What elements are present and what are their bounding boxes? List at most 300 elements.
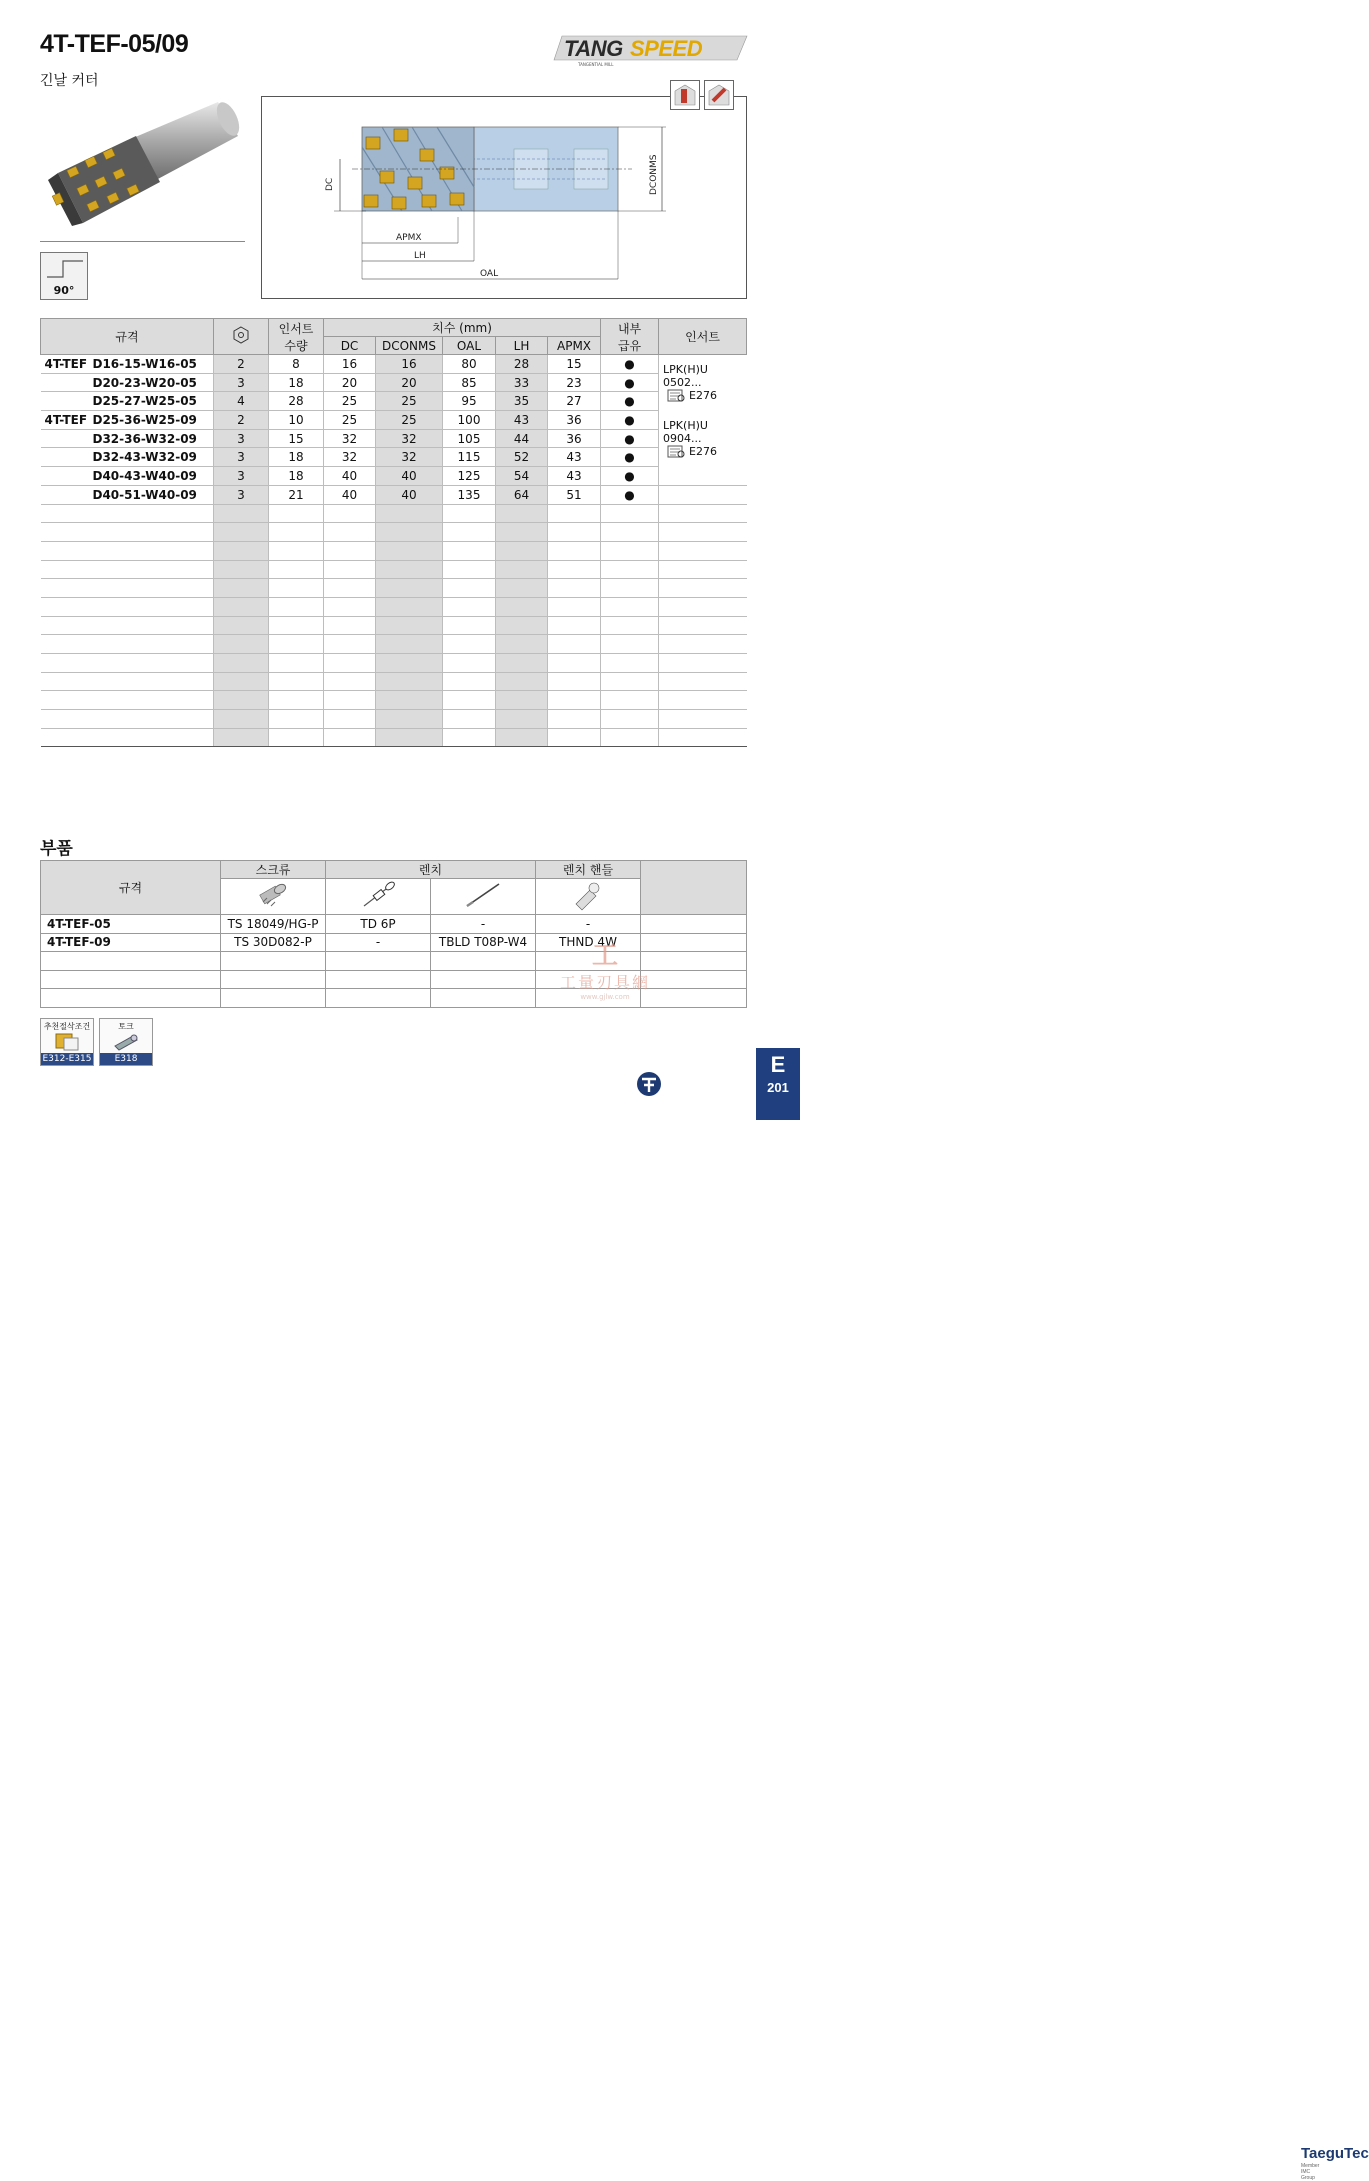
dc-cell	[324, 616, 376, 635]
parts-code-cell: 4T-TEF-09	[41, 933, 221, 952]
apmx-cell: 43	[548, 467, 601, 486]
dconms-cell	[376, 672, 443, 691]
coolant-cell: ●	[601, 373, 659, 392]
apmx-cell	[548, 579, 601, 598]
table-row	[41, 541, 747, 560]
torque-page: E318	[100, 1053, 152, 1065]
insert-cell	[659, 616, 747, 635]
coolant-cell	[601, 597, 659, 616]
parts-handle-cell: THND 4W	[536, 933, 641, 952]
lh-cell	[496, 560, 548, 579]
shoulder-milling-icon	[670, 80, 700, 110]
oal-cell	[443, 597, 496, 616]
spec-prefix: 4T-TEF	[44, 412, 88, 427]
col-insert: 인서트	[659, 319, 747, 355]
spec-code: D32-36-W32-09	[92, 431, 197, 446]
flutes-cell	[214, 541, 269, 560]
flutes-cell	[214, 560, 269, 579]
apmx-cell	[548, 616, 601, 635]
coolant-cell	[601, 560, 659, 579]
parts-wrench1-cell	[326, 970, 431, 989]
watermark	[535, 942, 675, 1001]
col-dc: DC	[324, 337, 376, 355]
spec-code: D25-36-W25-09	[92, 412, 197, 427]
insert-cell	[659, 541, 747, 560]
coolant-cell: ●	[601, 448, 659, 467]
coolant-cell	[601, 728, 659, 747]
oal-cell	[443, 541, 496, 560]
parts-col-screw: 스크류	[221, 861, 326, 879]
dc-cell	[324, 654, 376, 673]
parts-wrench2-cell: TBLD T08P-W4	[431, 933, 536, 952]
flutes-cell	[214, 691, 269, 710]
parts-col-handle: 렌치 핸들	[536, 861, 641, 879]
spec-code-cell	[41, 728, 214, 747]
dconms-cell	[376, 504, 443, 523]
flutes-cell	[214, 504, 269, 523]
oal-cell	[443, 635, 496, 654]
dconms-cell	[376, 597, 443, 616]
dconms-cell: 40	[376, 467, 443, 486]
oal-cell	[443, 654, 496, 673]
coolant-cell: ●	[601, 467, 659, 486]
lh-cell	[496, 523, 548, 542]
parts-wrench1-cell: TD 6P	[326, 915, 431, 934]
oal-cell: 135	[443, 485, 496, 504]
insert-group-cell	[659, 411, 747, 467]
flutes-cell	[214, 579, 269, 598]
spec-code-cell	[41, 541, 214, 560]
parts-wrench2-cell: -	[431, 915, 536, 934]
spec-code-cell	[41, 429, 214, 448]
spec-code: D25-27-W25-05	[92, 394, 197, 409]
insert-line2: 0502...	[663, 375, 702, 389]
cutting-conditions-ref[interactable]	[40, 1018, 94, 1066]
insert-ref-link[interactable]	[667, 445, 747, 459]
table-row	[41, 485, 747, 504]
insert-cell	[659, 691, 747, 710]
page-number: 201	[767, 1080, 789, 1095]
flutes-cell	[214, 710, 269, 729]
lh-cell	[496, 654, 548, 673]
dim-oal-label: OAL	[480, 269, 499, 279]
insert-group-cell	[659, 355, 747, 411]
insert-cell	[659, 485, 747, 504]
table-row	[41, 504, 747, 523]
apmx-cell	[548, 672, 601, 691]
spec-code-cell	[41, 448, 214, 467]
apmx-cell	[548, 691, 601, 710]
catalog-ref-icon	[667, 389, 687, 403]
lh-cell: 64	[496, 485, 548, 504]
insert-qty-cell	[269, 691, 324, 710]
insert-ref: E276	[689, 445, 717, 459]
table-row	[41, 616, 747, 635]
insert-qty-cell	[269, 560, 324, 579]
flutes-cell: 3	[214, 448, 269, 467]
table-row	[41, 728, 747, 747]
dc-cell: 40	[324, 485, 376, 504]
dconms-cell: 32	[376, 448, 443, 467]
insert-qty-cell	[269, 579, 324, 598]
lh-cell	[496, 635, 548, 654]
coolant-cell: ●	[601, 485, 659, 504]
insert-line1: LPK(H)U	[663, 362, 708, 376]
table-row	[41, 672, 747, 691]
flutes-cell	[214, 672, 269, 691]
apmx-cell	[548, 541, 601, 560]
oal-cell: 100	[443, 411, 496, 430]
apmx-cell: 51	[548, 485, 601, 504]
lh-cell	[496, 597, 548, 616]
dconms-cell: 32	[376, 429, 443, 448]
insert-qty-cell	[269, 654, 324, 673]
apmx-cell	[548, 710, 601, 729]
hex-insert-icon	[214, 319, 269, 355]
brand-name: TaeguTec	[1301, 2145, 1369, 2162]
flutes-cell: 4	[214, 392, 269, 411]
cutting-conditions-label: 추천절삭조건	[43, 1022, 91, 1031]
insert-ref-link[interactable]	[667, 389, 747, 403]
dc-cell	[324, 560, 376, 579]
table-row	[41, 654, 747, 673]
table-row	[41, 635, 747, 654]
lh-cell	[496, 579, 548, 598]
insert-qty-cell	[269, 710, 324, 729]
col-lh: LH	[496, 337, 548, 355]
parts-wrench2-cell	[431, 989, 536, 1008]
dconms-cell: 25	[376, 392, 443, 411]
dconms-cell	[376, 728, 443, 747]
entry-angle-label: 90°	[53, 284, 75, 297]
dconms-cell	[376, 654, 443, 673]
apmx-cell	[548, 728, 601, 747]
lh-cell: 28	[496, 355, 548, 374]
col-insert-qty: 인서트 수량	[269, 319, 324, 355]
torque-label: 토크	[118, 1022, 134, 1031]
flutes-cell	[214, 654, 269, 673]
spec-code: D20-23-W20-05	[92, 375, 197, 390]
svg-text:TANG: TANG	[564, 36, 623, 61]
svg-text:SPEED: SPEED	[630, 36, 703, 61]
col-oal: OAL	[443, 337, 496, 355]
oal-cell: 105	[443, 429, 496, 448]
insert-cell	[659, 504, 747, 523]
flutes-cell: 3	[214, 373, 269, 392]
apmx-cell	[548, 635, 601, 654]
insert-cell	[659, 597, 747, 616]
coolant-cell	[601, 541, 659, 560]
table-row	[41, 467, 747, 486]
col-apmx: APMX	[548, 337, 601, 355]
dim-dconms-label: DCONMS	[649, 154, 659, 195]
dc-cell: 25	[324, 411, 376, 430]
screw-icon	[221, 879, 326, 915]
apmx-cell: 27	[548, 392, 601, 411]
spec-code: D40-51-W40-09	[92, 487, 197, 502]
oal-cell	[443, 691, 496, 710]
coolant-cell: ●	[601, 429, 659, 448]
col-dconms: DCONMS	[376, 337, 443, 355]
spec-code-cell	[41, 485, 214, 504]
entry-angle-box	[40, 252, 88, 300]
table-row	[41, 597, 747, 616]
dconms-cell: 16	[376, 355, 443, 374]
oal-cell: 80	[443, 355, 496, 374]
lh-cell: 33	[496, 373, 548, 392]
lh-cell	[496, 728, 548, 747]
flutes-cell: 2	[214, 355, 269, 374]
torx-wrench-icon	[326, 879, 431, 915]
flutes-cell	[214, 635, 269, 654]
apmx-cell	[548, 597, 601, 616]
spec-code-cell	[41, 373, 214, 392]
spec-code-cell	[41, 355, 214, 374]
oal-cell: 85	[443, 373, 496, 392]
insert-cell	[659, 672, 747, 691]
coolant-cell	[601, 691, 659, 710]
oal-cell	[443, 579, 496, 598]
oal-cell	[443, 560, 496, 579]
dconms-cell: 25	[376, 411, 443, 430]
oal-cell: 95	[443, 392, 496, 411]
catalog-ref-icon	[667, 445, 687, 459]
flutes-cell	[214, 616, 269, 635]
coolant-cell	[601, 523, 659, 542]
parts-screw-cell	[221, 970, 326, 989]
coolant-cell: ●	[601, 355, 659, 374]
dc-cell	[324, 635, 376, 654]
dconms-cell	[376, 579, 443, 598]
watermark-url: www.gjlw.com	[580, 993, 630, 1001]
table-row	[41, 579, 747, 598]
insert-line1: LPK(H)U	[663, 418, 708, 432]
insert-cell	[659, 523, 747, 542]
table-row	[41, 560, 747, 579]
table-row	[41, 429, 747, 448]
lh-cell: 43	[496, 411, 548, 430]
parts-handle-cell: -	[536, 915, 641, 934]
torque-ref[interactable]	[99, 1018, 153, 1066]
spec-code-cell	[41, 672, 214, 691]
parts-code-cell	[41, 989, 221, 1008]
spec-code-cell	[41, 616, 214, 635]
insert-qty-cell: 18	[269, 448, 324, 467]
oal-cell	[443, 523, 496, 542]
oal-cell: 125	[443, 467, 496, 486]
coolant-cell	[601, 579, 659, 598]
insert-cell	[659, 467, 747, 486]
wrench-handle-icon	[536, 879, 641, 915]
flutes-cell: 2	[214, 411, 269, 430]
dc-cell: 32	[324, 448, 376, 467]
oal-cell	[443, 616, 496, 635]
apmx-cell: 43	[548, 448, 601, 467]
cutting-conditions-icon	[52, 1032, 82, 1052]
lh-cell: 54	[496, 467, 548, 486]
col-coolant: 내부 급유	[601, 319, 659, 355]
parts-blank-cell	[641, 915, 747, 934]
flutes-cell: 3	[214, 467, 269, 486]
insert-qty-cell: 8	[269, 355, 324, 374]
spec-code: D40-43-W40-09	[92, 468, 197, 483]
dconms-cell	[376, 691, 443, 710]
coolant-cell: ●	[601, 411, 659, 430]
table-row	[41, 373, 747, 392]
parts-screw-cell: TS 18049/HG-P	[221, 915, 326, 934]
lh-cell: 44	[496, 429, 548, 448]
dc-cell	[324, 597, 376, 616]
parts-wrench2-cell	[431, 952, 536, 971]
lh-cell	[496, 541, 548, 560]
dconms-cell	[376, 560, 443, 579]
insert-cell	[659, 728, 747, 747]
insert-qty-cell	[269, 728, 324, 747]
parts-title: 부품	[40, 839, 73, 859]
oal-cell	[443, 728, 496, 747]
spec-code-cell	[41, 691, 214, 710]
watermark-text: 工量刃具網	[559, 973, 650, 992]
apmx-cell	[548, 504, 601, 523]
dconms-cell	[376, 635, 443, 654]
dconms-cell: 20	[376, 373, 443, 392]
insert-qty-cell: 18	[269, 373, 324, 392]
parts-screw-cell	[221, 989, 326, 1008]
insert-qty-cell	[269, 597, 324, 616]
coolant-cell: ●	[601, 392, 659, 411]
table-row	[41, 392, 747, 411]
table-row	[41, 691, 747, 710]
spec-code-cell	[41, 560, 214, 579]
flutes-cell	[214, 523, 269, 542]
lh-cell	[496, 691, 548, 710]
dc-cell: 16	[324, 355, 376, 374]
cutting-conditions-page: E312-E315	[42, 1054, 92, 1064]
dc-cell	[324, 523, 376, 542]
section-tab[interactable]	[756, 1048, 800, 1120]
parts-screw-cell: TS 30D082-P	[221, 933, 326, 952]
spec-code: D32-43-W32-09	[92, 450, 197, 465]
spec-code-cell	[41, 411, 214, 430]
dim-apmx-label: APMX	[396, 233, 422, 243]
dconms-cell	[376, 710, 443, 729]
oal-cell	[443, 504, 496, 523]
spec-code-cell	[41, 579, 214, 598]
dc-cell: 20	[324, 373, 376, 392]
insert-qty-cell: 28	[269, 392, 324, 411]
coolant-cell	[601, 504, 659, 523]
dc-cell	[324, 710, 376, 729]
cutter-drawing	[262, 97, 746, 298]
dconms-cell	[376, 541, 443, 560]
parts-wrench2-cell	[431, 970, 536, 989]
spec-code-cell	[41, 392, 214, 411]
table-row	[41, 915, 747, 934]
dconms-cell	[376, 616, 443, 635]
apmx-cell: 15	[548, 355, 601, 374]
section-letter: E	[770, 1052, 786, 1077]
spec-table	[40, 318, 747, 747]
blade-wrench-icon	[431, 879, 536, 915]
flutes-cell	[214, 728, 269, 747]
parts-wrench1-cell	[326, 989, 431, 1008]
insert-ref: E276	[689, 389, 717, 403]
apmx-cell: 23	[548, 373, 601, 392]
lh-cell	[496, 504, 548, 523]
col-dims: 치수 (mm)	[324, 319, 601, 337]
lh-cell: 35	[496, 392, 548, 411]
insert-cell	[659, 710, 747, 729]
watermark-mark: 工	[591, 941, 618, 971]
insert-qty-cell: 18	[269, 467, 324, 486]
oal-cell	[443, 710, 496, 729]
angle-icon	[41, 253, 87, 281]
insert-qty-cell: 10	[269, 411, 324, 430]
taegutec-logo-icon	[636, 1071, 662, 1097]
dc-cell	[324, 728, 376, 747]
dconms-cell	[376, 523, 443, 542]
insert-qty-cell	[269, 504, 324, 523]
spec-code-cell	[41, 597, 214, 616]
brand-sub: Member IMC Group	[1301, 2163, 1320, 2181]
dim-lh-label: LH	[414, 251, 426, 261]
lh-cell	[496, 616, 548, 635]
apmx-cell	[548, 523, 601, 542]
coolant-cell	[601, 672, 659, 691]
insert-cell	[659, 654, 747, 673]
insert-qty-cell	[269, 672, 324, 691]
parts-code-cell	[41, 970, 221, 989]
page-subtitle: 긴날 커터	[40, 73, 99, 89]
cutter-photo	[38, 98, 243, 238]
dc-cell: 32	[324, 429, 376, 448]
apmx-cell	[548, 654, 601, 673]
lh-cell: 52	[496, 448, 548, 467]
oal-cell	[443, 672, 496, 691]
photo-divider	[40, 241, 245, 242]
apmx-cell: 36	[548, 411, 601, 430]
parts-col-blank	[641, 861, 747, 915]
svg-text:TANGENTIAL MILL: TANGENTIAL MILL	[578, 62, 614, 67]
torque-icon	[111, 1032, 141, 1052]
spec-code-cell	[41, 654, 214, 673]
apmx-cell: 36	[548, 429, 601, 448]
dc-cell: 25	[324, 392, 376, 411]
coolant-cell	[601, 654, 659, 673]
table-row	[41, 523, 747, 542]
parts-wrench1-cell	[326, 952, 431, 971]
spec-code: D16-15-W16-05	[92, 356, 197, 371]
parts-col-wrench: 렌치	[326, 861, 536, 879]
parts-code-cell: 4T-TEF-05	[41, 915, 221, 934]
spec-code-cell	[41, 710, 214, 729]
oal-cell: 115	[443, 448, 496, 467]
dc-cell	[324, 541, 376, 560]
lh-cell	[496, 672, 548, 691]
parts-code-cell	[41, 952, 221, 971]
insert-qty-cell	[269, 541, 324, 560]
insert-qty-cell: 15	[269, 429, 324, 448]
flutes-cell: 3	[214, 429, 269, 448]
insert-qty-cell	[269, 635, 324, 654]
flutes-cell: 3	[214, 485, 269, 504]
dc-cell	[324, 504, 376, 523]
spec-prefix: 4T-TEF	[44, 356, 88, 371]
tangspeed-logo	[552, 28, 752, 68]
insert-cell	[659, 560, 747, 579]
insert-qty-cell: 21	[269, 485, 324, 504]
technical-drawing	[261, 96, 747, 299]
